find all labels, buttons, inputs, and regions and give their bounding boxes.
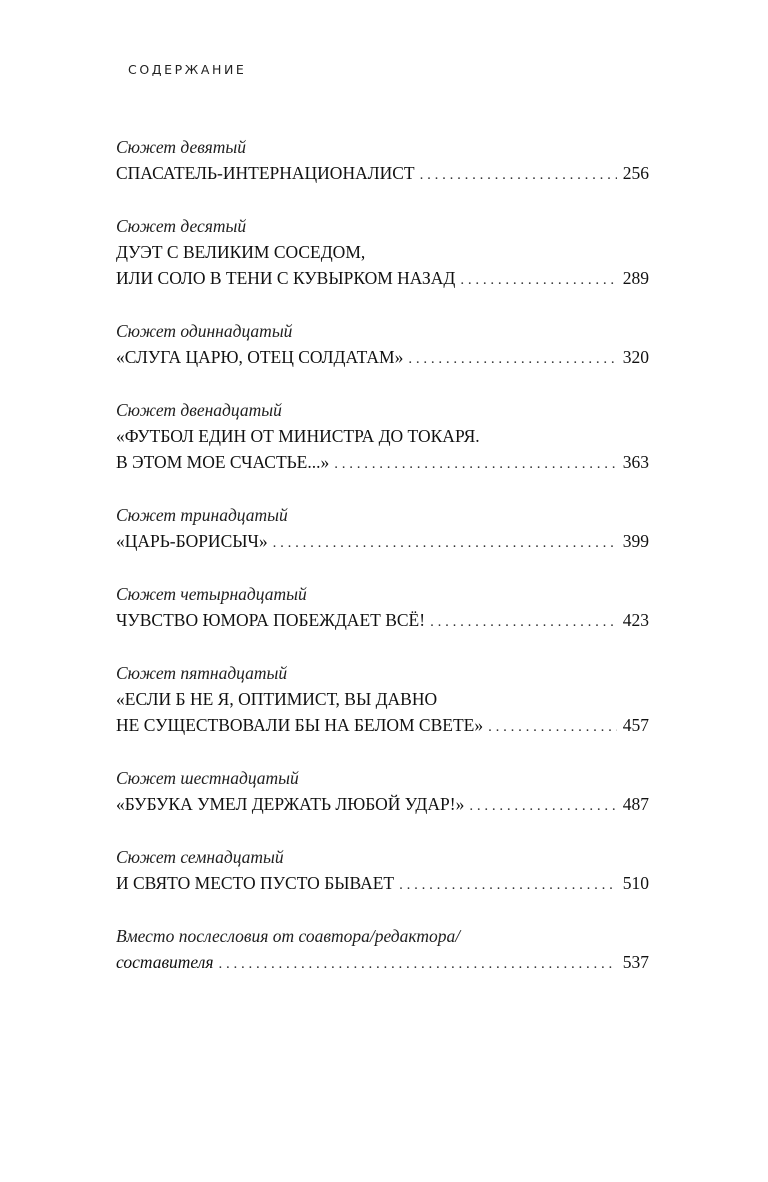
entry-kicker: Сюжет шестнадцатый: [116, 768, 299, 788]
dot-leader: [219, 951, 617, 977]
entry-title: «ЦАРЬ-БОРИСЫЧ»: [116, 531, 268, 551]
dot-leader: [399, 872, 617, 898]
entry-title: НЕ СУЩЕСТВОВАЛИ БЫ НА БЕЛОМ СВЕТЕ»: [116, 715, 484, 735]
toc-entry[interactable]: [116, 660, 649, 740]
toc-entry[interactable]: [116, 213, 649, 293]
running-head: СОДЕРЖАНИЕ: [128, 62, 247, 77]
entry-title: И СВЯТО МЕСТО ПУСТО БЫВАЕТ: [116, 873, 395, 893]
entry-title: «ФУТБОЛ ЕДИН ОТ МИНИСТРА ДО ТОКАРЯ.: [116, 426, 480, 446]
entry-kicker: Сюжет одиннадцатый: [116, 321, 293, 341]
page-number: 423: [622, 610, 649, 630]
page-number: 537: [622, 952, 649, 972]
entry-title-line: [116, 160, 649, 188]
page-number: 457: [622, 715, 649, 735]
entry-title: ДУЭТ С ВЕЛИКИМ СОСЕДОМ,: [116, 242, 366, 262]
dot-leader: [460, 267, 617, 293]
toc-entry[interactable]: [116, 502, 649, 556]
entry-title-line: [116, 791, 649, 819]
entry-kicker: Сюжет тринадцатый: [116, 505, 288, 525]
toc-entry[interactable]: [116, 134, 649, 188]
dot-leader: [408, 346, 617, 372]
entry-title-line: [116, 344, 649, 372]
entry-title-line: [116, 870, 649, 898]
entry-kicker: Сюжет девятый: [116, 137, 246, 157]
dot-leader: [488, 714, 617, 740]
dot-leader: [273, 530, 617, 556]
toc-entry[interactable]: [116, 844, 649, 898]
afterword-title: Вместо послесловия от соавтора/редактора/: [116, 926, 461, 946]
page-number: 256: [622, 163, 649, 183]
toc-entry-afterword[interactable]: [116, 923, 649, 977]
entry-title-line: [116, 949, 649, 977]
entry-title: «СЛУГА ЦАРЮ, ОТЕЦ СОЛДАТАМ»: [116, 347, 404, 367]
page-number: 510: [622, 873, 649, 893]
page-number: 363: [622, 452, 649, 472]
dot-leader: [334, 451, 617, 477]
page-number: 320: [622, 347, 649, 367]
entry-kicker: Сюжет двенадцатый: [116, 400, 282, 420]
entry-title-line: [116, 712, 649, 740]
afterword-title-continued: составителя: [116, 952, 214, 972]
toc-entry[interactable]: [116, 318, 649, 372]
dot-leader: [430, 609, 617, 635]
entry-title: СПАСАТЕЛЬ-ИНТЕРНАЦИОНАЛИСТ: [116, 163, 415, 183]
entry-kicker: Сюжет пятнадцатый: [116, 663, 288, 683]
entry-title-line: [116, 449, 649, 477]
entry-title-line: [116, 528, 649, 556]
page-number: 289: [622, 268, 649, 288]
dot-leader: [469, 793, 617, 819]
dot-leader: [420, 162, 617, 188]
page-number: 487: [622, 794, 649, 814]
entry-title-line: [116, 423, 649, 449]
entry-kicker: Сюжет семнадцатый: [116, 847, 284, 867]
toc-entry[interactable]: [116, 765, 649, 819]
table-of-contents: [116, 134, 649, 977]
entry-title: «ЕСЛИ Б НЕ Я, ОПТИМИСТ, ВЫ ДАВНО: [116, 689, 438, 709]
toc-entry[interactable]: [116, 581, 649, 635]
entry-title: ИЛИ СОЛО В ТЕНИ С КУВЫРКОМ НАЗАД: [116, 268, 456, 288]
entry-title: «БУБУКА УМЕЛ ДЕРЖАТЬ ЛЮБОЙ УДАР!»: [116, 794, 465, 814]
page-number: 399: [622, 531, 649, 551]
entry-kicker: Сюжет четырнадцатый: [116, 584, 307, 604]
entry-title: ЧУВСТВО ЮМОРА ПОБЕЖДАЕТ ВСЁ!: [116, 610, 426, 630]
entry-title-line: [116, 607, 649, 635]
toc-entry[interactable]: [116, 397, 649, 477]
entry-kicker: Сюжет десятый: [116, 216, 247, 236]
entry-title-line: [116, 239, 649, 265]
entry-title-line: [116, 265, 649, 293]
entry-title-line: [116, 686, 649, 712]
entry-title: В ЭТОМ МОЕ СЧАСТЬЕ...»: [116, 452, 330, 472]
